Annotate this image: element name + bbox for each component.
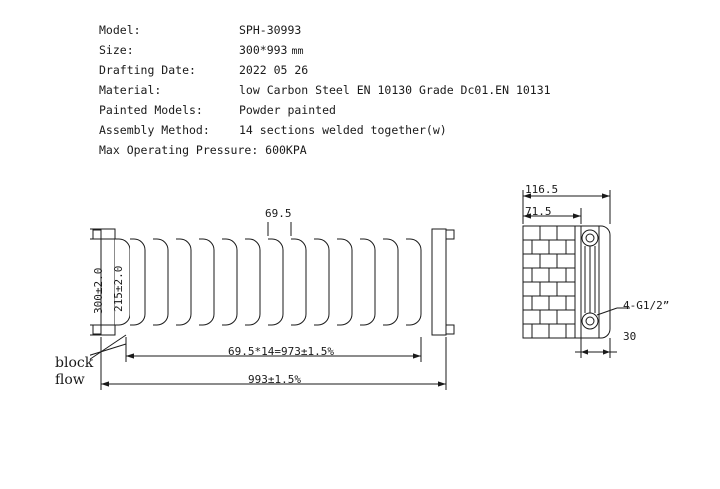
lug-top-left — [93, 230, 101, 239]
lug-bottom-right — [446, 325, 454, 334]
header-tube — [581, 226, 599, 338]
overall-width-label: 993±1.5% — [248, 373, 301, 386]
section-total-label: 69.5*14=973±1.5% — [228, 345, 334, 358]
spec-row-assembly-method — [99, 120, 569, 140]
spec-value-painted-models: Powder painted — [239, 103, 336, 117]
spec-value-drafting-date: 2022 05 26 — [239, 63, 309, 77]
leader-lines — [90, 335, 126, 374]
depth-inner-label: 71.5 — [525, 205, 552, 218]
spec-value-assembly-method: 14 sections welded together(w) — [239, 123, 447, 137]
spec-label-model: Model: — [99, 23, 141, 37]
inner-height-label: 215±2.0 — [112, 265, 125, 312]
spec-row-size — [99, 40, 569, 60]
bottom-offset-dimension — [575, 338, 617, 358]
spec-label-max-pressure: Max Operating Pressure: 600KPA — [99, 143, 307, 157]
lug-top-right — [446, 230, 454, 239]
depth-outer-label: 116.5 — [525, 183, 559, 196]
spec-label-painted-models: Painted Models: — [99, 103, 203, 117]
spec-row-max-pressure — [99, 140, 569, 160]
spec-value-size: 300*993 — [239, 43, 288, 57]
thread-note-label: 4-G1/2” — [623, 299, 670, 312]
radiator-columns — [115, 239, 421, 325]
pitch-dimension-label: 69.5 — [265, 207, 292, 220]
callout-block-label: block — [55, 355, 94, 371]
spec-row-drafting-date — [99, 60, 569, 80]
spec-value-model: SPH-30993 — [239, 23, 302, 37]
callout-flow-label: flow — [55, 372, 85, 388]
right-end-cap — [432, 229, 446, 335]
spec-row-painted-models — [99, 100, 569, 120]
outer-height-label: 300±2.0 — [92, 267, 105, 314]
spec-unit-size: mm — [291, 46, 304, 57]
spec-row-material — [99, 80, 569, 100]
bottom-offset-label: 30 — [623, 330, 637, 343]
side-body-round-edge — [599, 226, 610, 338]
spec-label-size: Size: — [99, 43, 134, 57]
spec-label-material: Material: — [99, 83, 162, 97]
pitch-dimension — [240, 222, 322, 236]
spec-label-assembly-method: Assembly Method: — [99, 123, 210, 137]
spec-row-model — [99, 20, 569, 40]
lug-bottom-left — [93, 325, 101, 334]
spec-value-material: low Carbon Steel EN 10130 Grade Dc01.EN 10131 — [239, 83, 551, 97]
spec-label-drafting-date: Drafting Date: — [99, 63, 196, 77]
specification-block — [99, 20, 569, 160]
front-view-graphic — [90, 222, 550, 402]
